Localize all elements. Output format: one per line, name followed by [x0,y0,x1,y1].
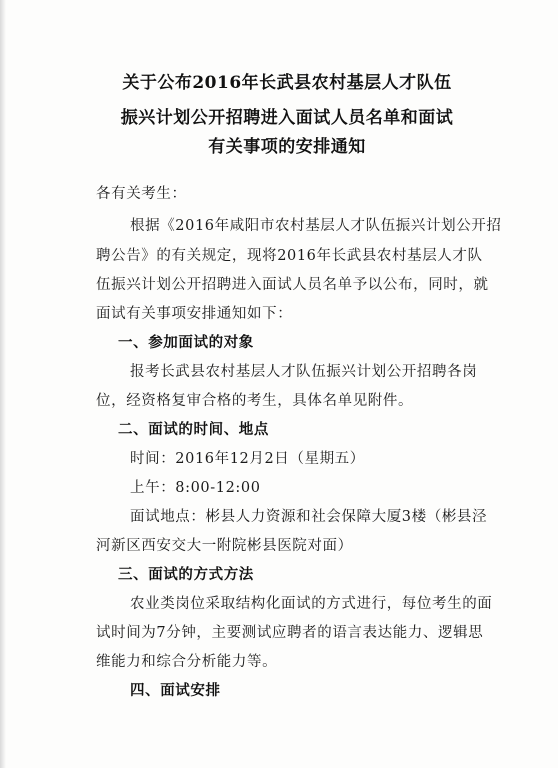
section-2-heading: 二、面试的时间、地点 [118,421,269,438]
section-3-line-2: 试时间为7分钟，主要测试应聘者的语言表达能力、逻辑思 [96,625,484,641]
intro-line-2: 聘公告》的有关规定，现将2016年长武县农村基层人才队 [96,248,483,264]
interview-location-line-2: 河新区西安交大一附院彬县医院对面） [96,538,353,554]
title-line-2: 振兴计划公开招聘进入面试人员名单和面试 [120,108,454,128]
title-line-3: 有关事项的安排通知 [208,137,366,157]
intro-line-4: 面试有关事项安排通知如下： [96,306,293,322]
interview-morning: 上午：8:00-12:00 [130,480,261,496]
section-4-heading: 四、面试安排 [130,682,221,699]
scan-edge-shadow [0,0,6,768]
salutation: 各有关考生： [96,186,187,202]
section-3-line-3: 维能力和综合分析能力等。 [96,654,278,670]
section-3-heading: 三、面试的方式方法 [118,566,254,583]
intro-line-3: 伍振兴计划公开招聘进入面试人员名单予以公布，同时，就 [96,277,489,293]
interview-time: 时间：2016年12月2日（星期五） [130,451,365,467]
interview-location-line-1: 面试地点：彬县人力资源和社会保障大厦3楼（彬县泾 [130,509,488,525]
section-1-heading: 一、参加面试的对象 [118,334,254,351]
section-3-line-1: 农业类岗位采取结构化面试的方式进行，每位考生的面 [130,596,493,612]
section-1-line-2: 位，经资格复审合格的考生，具体名单见附件。 [96,393,414,409]
title-line-1: 关于公布2016年长武县农村基层人才队伍 [122,73,452,93]
intro-line-1: 根据《2016年咸阳市农村基层人才队伍振兴计划公开招 [130,218,502,234]
section-1-line-1: 报考长武县农村基层人才队伍振兴计划公开招聘各岗 [130,364,478,380]
